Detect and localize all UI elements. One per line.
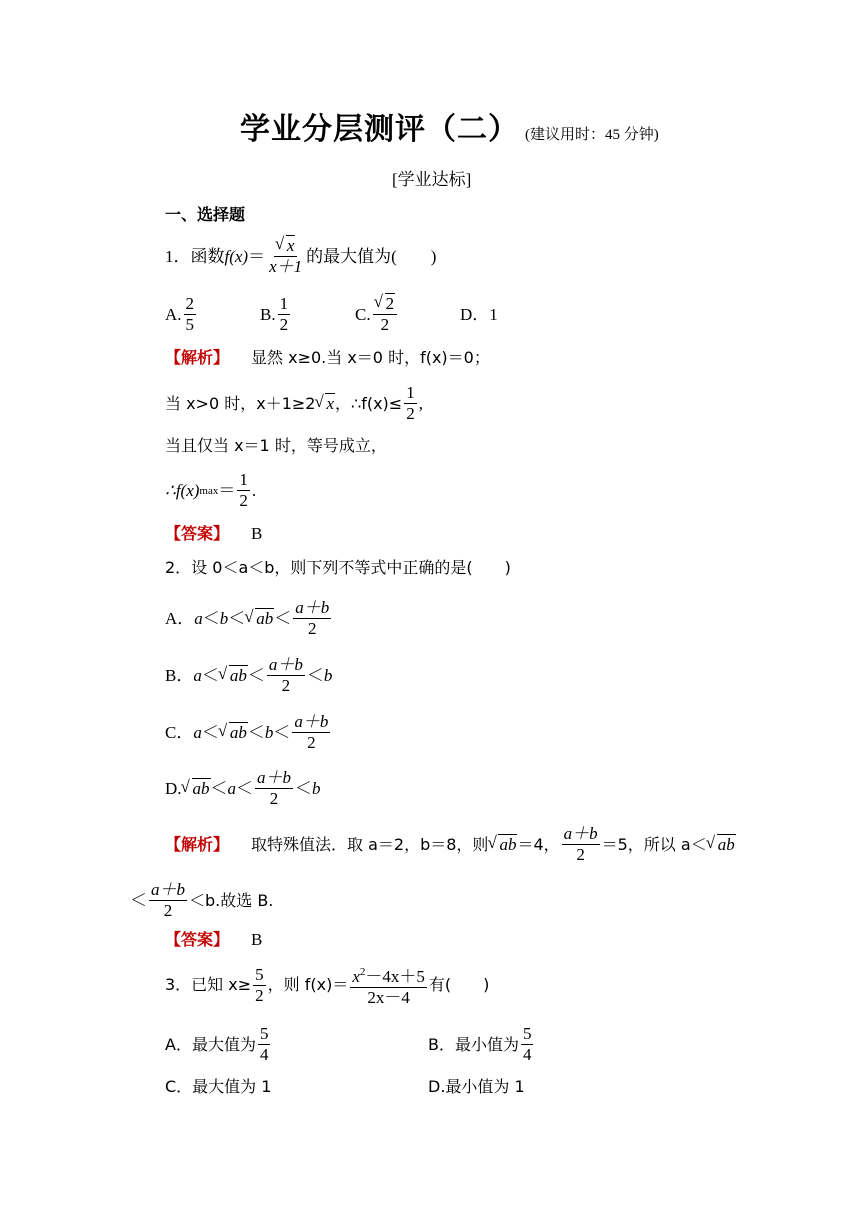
q1-analysis-text2a: 当 x>0 时，x＋1≥2 [165,393,316,413]
q1-option-b-num: 1 [279,294,289,313]
answer-tag: 【答案】 [165,930,230,949]
q3-stem-num: 5 [255,964,264,984]
q1-analysis4-num: 1 [239,470,248,489]
q2-option-c [165,712,332,753]
q2-answer: B [251,930,263,949]
q3-fnum-b: －4x＋5 [365,967,425,986]
q3-option-a-label: A．最大值为 [165,1034,256,1054]
q2-a-var: a [193,722,202,742]
q1-analysis-den: 2 [406,404,415,423]
q1-option-c-label: C. [355,304,371,324]
q1-number: 1．函数 [165,246,225,266]
q3-stem-b: ，则 f(x)＝ [267,975,349,994]
q2-lt: ＜ [210,778,228,798]
q2-stem: 2．设 0＜a＜b，则下列不等式中正确的是( ) [165,558,511,577]
q2-frac-den: 2 [281,676,291,695]
q2-lt: ＜ [228,608,246,628]
q2-sqrt-ab: ab [229,722,247,742]
q2-option-a [165,598,333,639]
q1-options [165,294,498,335]
q3-fnum-a: x [352,967,360,986]
q2-analysis-text-l2a: ＜ [130,890,147,910]
q3-stem [165,962,489,1008]
q1-analysis-line1 [165,346,490,370]
q2-lt: ＜ [201,722,219,742]
q1-analysis-text1: 显然 x≥0.当 x＝0 时，f(x)＝0； [251,348,490,367]
q2-a-var: a [227,778,237,798]
q1-stem [165,236,436,277]
q1-answer-line [165,522,262,546]
q2-frac-den: 2 [308,619,317,638]
section-label: [学业达标] [392,170,472,189]
answer-tag: 【答案】 [165,524,230,543]
q1-fraction [267,236,304,277]
page-title-row [240,104,659,148]
q2-lt: ＜ [273,722,291,742]
q1-option-c [355,294,460,335]
q1-option-d: D．1 [460,304,498,324]
q3-stem-den: 2 [255,985,264,1005]
q1-option-c-sqrt: 2 [385,294,395,313]
q2-b-var: b [323,665,333,685]
q2-frac-den: 2 [269,789,279,808]
q1-option-a [165,294,260,335]
q1-analysis-text4c: . [251,480,257,500]
q1-option-b-label: B. [260,304,276,324]
q3-option-a-num: 5 [259,1024,269,1043]
q2-sqrt-ab: ab [717,834,735,854]
q2-frac-num: a＋b [563,824,598,843]
q2-b-var: b [264,722,274,742]
q2-sqrt-ab: ab [256,608,274,628]
q2-a-var: a [194,608,203,628]
q1-analysis-text2c: , [418,393,423,413]
q2-option-c-label: C． [165,722,194,742]
q1-eq: ＝ [248,246,266,266]
q1-option-c-den: 2 [380,315,390,334]
q2-analysis-line2 [130,880,273,921]
q1-analysis-num: 1 [406,383,415,402]
q1-tail: 的最大值为( ) [306,246,437,266]
q2-sqrt-ab: ab [192,778,210,798]
q2-frac-num: a＋b [151,880,185,899]
q2-lt: ＜ [236,778,254,798]
q2-frac-den: 2 [576,845,585,864]
q2-option-b [165,655,332,696]
q2-sqrt-ab: ab [229,665,247,685]
q1-option-a-num: 2 [185,294,195,313]
q2-frac-den: 2 [163,901,173,920]
q2-answer-line [165,928,262,952]
q3-option-b-label: B．最小值为 [428,1034,519,1054]
q2-b-var: b [312,778,321,798]
q3-option-a-den: 4 [259,1045,269,1064]
analysis-tag: 【解析】 [165,834,230,854]
q2-a-var: a [193,665,202,685]
q2-frac-num: a＋b [268,655,303,674]
q2-lt: ＜ [201,665,219,685]
q2-lt: ＜ [306,665,324,685]
q2-b-var: b [219,608,229,628]
q2-lt: ＜ [247,722,265,742]
q3-stem-c: 有( ) [428,975,490,994]
q2-option-d-label: D. [165,778,182,798]
q1-answer: B [251,524,263,543]
q3-stem-a: 3．已知 x≥ [165,975,252,994]
q3-fden: 2x－4 [367,988,410,1007]
q1-analysis-sub: max [199,484,219,497]
q1-option-b [260,294,355,335]
q1-option-a-den: 5 [185,315,195,334]
q2-option-d [165,768,321,809]
q2-option-b-label: B． [165,665,194,685]
q2-option-a-label: A． [165,608,195,628]
q1-analysis-text2b: ，∴f(x)≤ [335,393,403,413]
q1-analysis-line2 [165,383,423,424]
q3-option-a [165,1024,272,1065]
q2-analysis-text-c: ＝5，所以 a＜ [601,834,707,854]
page-title: 学业分层测评（二） [240,112,519,147]
q1-den: x＋1 [269,257,303,276]
q1-fx: f(x) [224,246,249,266]
q2-frac-num: a＋b [294,712,329,731]
q1-option-b-den: 2 [279,315,289,334]
q3-option-c: C．最大值为 1 [165,1077,272,1096]
q1-analysis-text4a: ∴f(x) [165,480,200,500]
q2-frac-den: 2 [307,733,316,752]
q3-fnum-sup: 2 [359,966,366,978]
q2-lt: ＜ [295,778,313,798]
q2-frac-num: a＋b [295,598,330,617]
q2-lt: ＜ [274,608,292,628]
q2-lt: ＜ [247,665,265,685]
q3-option-b-num: 5 [522,1024,532,1043]
time-note: (建议用时：45 分钟) [525,127,659,143]
q2-analysis-text-a: 取特殊值法．取 a＝2，b＝8，则 [251,834,489,854]
q1-analysis-text4b: ＝ [218,480,236,500]
q2-sqrt-ab: ab [499,834,517,854]
q2-analysis-line1 [165,824,736,865]
q2-analysis-text-b: ＝4， [517,834,560,854]
q3-option-b-den: 4 [522,1045,532,1064]
q3-option-d: D.最小值为 1 [428,1077,525,1096]
q2-lt: ＜ [202,608,220,628]
q1-analysis-line4 [165,470,256,511]
part-heading: 一、选择题 [165,205,246,224]
q1-num-sqrt: x [286,236,295,255]
analysis-tag: 【解析】 [165,348,230,367]
q1-analysis4-den: 2 [239,491,248,510]
q2-frac-num: a＋b [257,768,292,787]
q1-analysis-sqrt: x [326,393,335,413]
q1-analysis-line3: 当且仅当 x＝1 时，等号成立， [165,436,387,455]
q1-option-a-label: A. [165,304,182,324]
q3-option-b [428,1024,535,1065]
q2-analysis-text-l2b: ＜b.故选 B. [189,890,274,910]
